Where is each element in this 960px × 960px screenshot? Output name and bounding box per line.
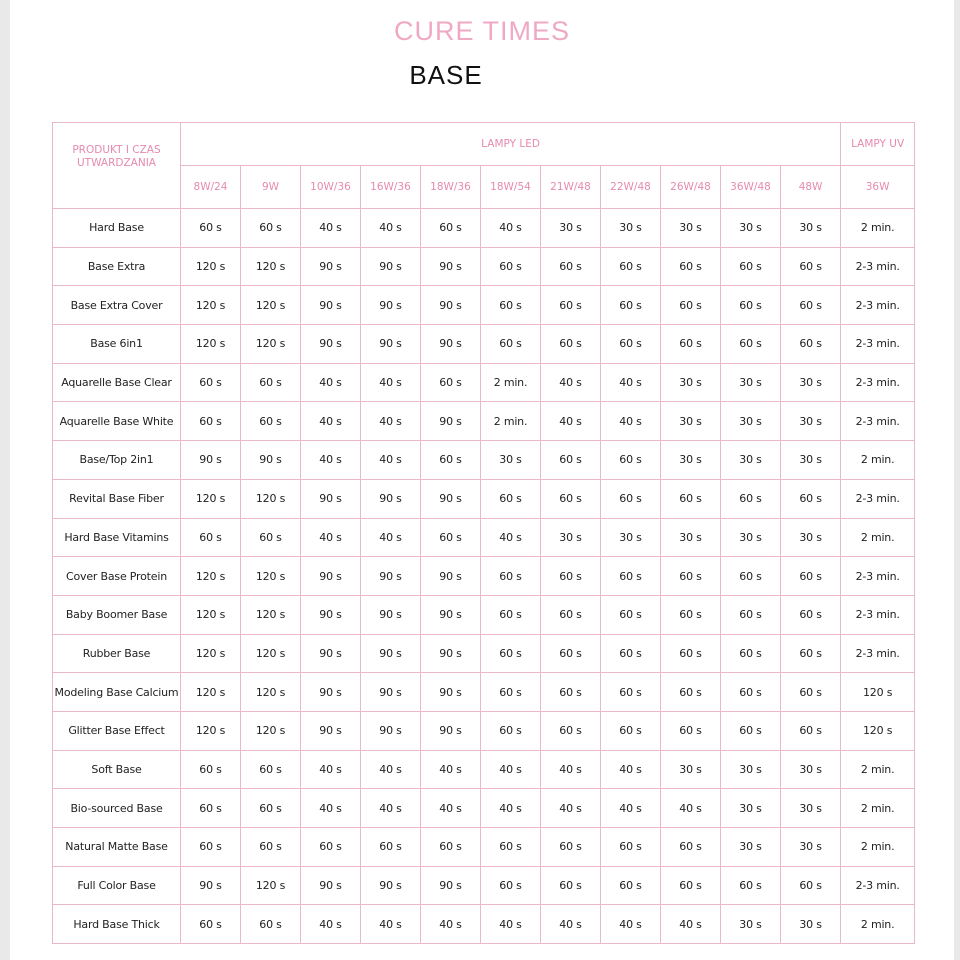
cure-time-cell: 90 s — [301, 247, 361, 286]
cure-time-cell: 40 s — [361, 209, 421, 248]
cure-time-cell: 60 s — [661, 286, 721, 325]
cure-time-cell: 60 s — [781, 595, 841, 634]
cure-time-cell: 60 s — [781, 479, 841, 518]
cure-time-cell: 40 s — [601, 789, 661, 828]
cure-time-cell: 60 s — [661, 325, 721, 364]
lamp-header: 8W/24 — [181, 166, 241, 209]
cure-time-cell: 60 s — [241, 750, 301, 789]
cure-time-cell: 90 s — [301, 479, 361, 518]
cure-time-cell: 30 s — [661, 363, 721, 402]
cure-time-cell: 60 s — [541, 441, 601, 480]
product-name-cell: Cover Base Protein — [53, 557, 181, 596]
lamp-header: 48W — [781, 166, 841, 209]
cure-time-cell: 120 s — [241, 247, 301, 286]
cure-time-cell: 60 s — [541, 286, 601, 325]
product-name-cell: Modeling Base Calcium — [53, 673, 181, 712]
cure-time-cell: 60 s — [481, 634, 541, 673]
table-row — [53, 209, 915, 248]
cure-time-cell: 60 s — [601, 286, 661, 325]
table-row — [53, 402, 915, 441]
cure-time-cell: 60 s — [481, 673, 541, 712]
cure-time-cell: 60 s — [541, 711, 601, 750]
cure-time-cell: 60 s — [661, 828, 721, 867]
cure-time-cell: 30 s — [601, 209, 661, 248]
cure-time-cell: 2 min. — [841, 789, 915, 828]
cure-time-cell: 90 s — [421, 866, 481, 905]
cure-time-cell: 60 s — [601, 247, 661, 286]
cure-time-cell: 60 s — [661, 247, 721, 286]
cure-time-cell: 2 min. — [841, 828, 915, 867]
table-row — [53, 595, 915, 634]
cure-time-cell: 40 s — [661, 905, 721, 944]
cure-time-cell: 60 s — [721, 634, 781, 673]
cure-time-cell: 30 s — [541, 209, 601, 248]
uv-lamp-header: 36W — [841, 166, 915, 209]
cure-time-cell: 30 s — [781, 518, 841, 557]
cure-time-cell: 90 s — [301, 286, 361, 325]
cure-times-table — [52, 122, 915, 944]
table-row — [53, 479, 915, 518]
cure-time-cell: 60 s — [541, 634, 601, 673]
product-name-cell: Glitter Base Effect — [53, 711, 181, 750]
cure-time-cell: 2-3 min. — [841, 247, 915, 286]
cure-time-cell: 60 s — [181, 402, 241, 441]
cure-time-cell: 2 min. — [841, 750, 915, 789]
cure-time-cell: 40 s — [361, 518, 421, 557]
cure-time-cell: 60 s — [541, 828, 601, 867]
cure-time-cell: 90 s — [181, 441, 241, 480]
cure-time-cell: 30 s — [721, 828, 781, 867]
cure-time-cell: 90 s — [421, 247, 481, 286]
cure-time-cell: 90 s — [301, 557, 361, 596]
product-name-cell: Aquarelle Base White — [53, 402, 181, 441]
cure-time-cell: 60 s — [721, 325, 781, 364]
cure-time-cell: 90 s — [361, 673, 421, 712]
cure-time-cell: 120 s — [841, 711, 915, 750]
cure-time-cell: 30 s — [721, 750, 781, 789]
cure-time-cell: 60 s — [421, 518, 481, 557]
cure-time-cell: 60 s — [661, 634, 721, 673]
cure-time-cell: 60 s — [541, 557, 601, 596]
cure-time-cell: 60 s — [661, 557, 721, 596]
cure-time-cell: 60 s — [661, 673, 721, 712]
cure-time-cell: 40 s — [361, 905, 421, 944]
lamp-header: 10W/36 — [301, 166, 361, 209]
product-name-cell: Aquarelle Base Clear — [53, 363, 181, 402]
cure-time-cell: 60 s — [601, 557, 661, 596]
cure-time-cell: 60 s — [421, 209, 481, 248]
cure-time-cell: 40 s — [361, 363, 421, 402]
product-name-cell: Hard Base Vitamins — [53, 518, 181, 557]
cure-time-cell: 40 s — [541, 363, 601, 402]
cure-time-cell: 120 s — [181, 711, 241, 750]
cure-time-cell: 40 s — [481, 750, 541, 789]
cure-time-cell: 60 s — [721, 866, 781, 905]
table-row — [53, 518, 915, 557]
cure-time-cell: 60 s — [601, 634, 661, 673]
cure-time-cell: 40 s — [481, 789, 541, 828]
cure-time-cell: 90 s — [421, 711, 481, 750]
cure-time-cell: 60 s — [661, 595, 721, 634]
cure-time-cell: 60 s — [241, 518, 301, 557]
cure-time-cell: 40 s — [301, 750, 361, 789]
cure-time-cell: 60 s — [241, 402, 301, 441]
cure-time-cell: 40 s — [361, 441, 421, 480]
cure-time-cell: 60 s — [241, 789, 301, 828]
cure-time-cell: 60 s — [661, 479, 721, 518]
cure-time-cell: 90 s — [421, 286, 481, 325]
cure-time-cell: 30 s — [781, 402, 841, 441]
cure-time-cell: 60 s — [721, 286, 781, 325]
cure-time-cell: 60 s — [481, 595, 541, 634]
cure-time-cell: 40 s — [421, 789, 481, 828]
cure-time-cell: 30 s — [781, 828, 841, 867]
cure-time-cell: 120 s — [241, 866, 301, 905]
cure-time-cell: 30 s — [481, 441, 541, 480]
cure-time-cell: 90 s — [301, 711, 361, 750]
cure-time-cell: 2-3 min. — [841, 286, 915, 325]
cure-time-cell: 2-3 min. — [841, 634, 915, 673]
product-name-cell: Natural Matte Base — [53, 828, 181, 867]
cure-time-cell: 60 s — [481, 325, 541, 364]
cure-time-cell: 60 s — [241, 363, 301, 402]
table-row — [53, 905, 915, 944]
product-name-cell: Soft Base — [53, 750, 181, 789]
product-name-cell: Baby Boomer Base — [53, 595, 181, 634]
cure-time-cell: 40 s — [361, 750, 421, 789]
cure-time-cell: 30 s — [721, 209, 781, 248]
cure-time-cell: 90 s — [361, 595, 421, 634]
lamp-header: 22W/48 — [601, 166, 661, 209]
cure-time-cell: 60 s — [181, 828, 241, 867]
cure-time-cell: 60 s — [781, 557, 841, 596]
table-row — [53, 750, 915, 789]
cure-time-cell: 2 min. — [841, 441, 915, 480]
cure-time-cell: 60 s — [541, 595, 601, 634]
cure-time-cell: 60 s — [721, 595, 781, 634]
cure-time-cell: 60 s — [421, 828, 481, 867]
cure-time-cell: 120 s — [181, 595, 241, 634]
cure-time-cell: 40 s — [301, 518, 361, 557]
cure-time-cell: 60 s — [481, 866, 541, 905]
cure-time-cell: 90 s — [301, 325, 361, 364]
table-row — [53, 247, 915, 286]
cure-time-cell: 120 s — [181, 286, 241, 325]
cure-time-cell: 60 s — [601, 441, 661, 480]
cure-time-cell: 30 s — [781, 363, 841, 402]
cure-time-cell: 40 s — [481, 209, 541, 248]
cure-time-cell: 90 s — [421, 634, 481, 673]
cure-time-cell: 120 s — [241, 711, 301, 750]
table-row — [53, 711, 915, 750]
cure-time-cell: 60 s — [481, 479, 541, 518]
cure-time-cell: 40 s — [301, 789, 361, 828]
cure-time-cell: 60 s — [601, 711, 661, 750]
cure-time-cell: 30 s — [721, 518, 781, 557]
cure-time-cell: 60 s — [601, 866, 661, 905]
cure-time-cell: 60 s — [721, 479, 781, 518]
cure-time-cell: 2-3 min. — [841, 325, 915, 364]
cure-time-cell: 60 s — [181, 363, 241, 402]
cure-time-cell: 30 s — [661, 402, 721, 441]
cure-time-cell: 90 s — [421, 595, 481, 634]
cure-time-cell: 120 s — [241, 557, 301, 596]
table-row — [53, 557, 915, 596]
cure-time-cell: 60 s — [541, 673, 601, 712]
cure-time-cell: 60 s — [721, 711, 781, 750]
lamp-header: 16W/36 — [361, 166, 421, 209]
cure-time-cell: 30 s — [721, 905, 781, 944]
cure-time-cell: 30 s — [721, 789, 781, 828]
led-group-header: LAMPY LED — [181, 123, 841, 166]
cure-time-cell: 60 s — [481, 711, 541, 750]
lamp-header: 21W/48 — [541, 166, 601, 209]
cure-time-cell: 40 s — [481, 518, 541, 557]
cure-time-cell: 120 s — [181, 479, 241, 518]
product-name-cell: Base Extra Cover — [53, 286, 181, 325]
cure-time-cell: 90 s — [301, 595, 361, 634]
cure-time-cell: 30 s — [781, 789, 841, 828]
cure-time-cell: 120 s — [241, 634, 301, 673]
cure-time-cell: 120 s — [241, 286, 301, 325]
cure-time-cell: 40 s — [601, 905, 661, 944]
cure-time-cell: 2 min. — [481, 402, 541, 441]
table-row — [53, 789, 915, 828]
cure-time-cell: 60 s — [601, 595, 661, 634]
document-page — [10, 0, 954, 960]
cure-time-cell: 90 s — [361, 711, 421, 750]
cure-time-cell: 40 s — [361, 789, 421, 828]
cure-time-cell: 90 s — [361, 325, 421, 364]
lamp-header: 18W/54 — [481, 166, 541, 209]
cure-time-cell: 2 min. — [841, 209, 915, 248]
cure-time-cell: 40 s — [421, 905, 481, 944]
product-name-cell: Bio-sourced Base — [53, 789, 181, 828]
cure-time-cell: 2-3 min. — [841, 866, 915, 905]
cure-time-cell: 60 s — [781, 286, 841, 325]
cure-time-cell: 60 s — [601, 828, 661, 867]
cure-time-cell: 40 s — [421, 750, 481, 789]
cure-time-cell: 60 s — [421, 441, 481, 480]
cure-time-cell: 60 s — [181, 518, 241, 557]
cure-time-cell: 2-3 min. — [841, 595, 915, 634]
table-row — [53, 634, 915, 673]
cure-time-cell: 120 s — [181, 325, 241, 364]
cure-time-cell: 40 s — [601, 750, 661, 789]
cure-time-cell: 90 s — [421, 673, 481, 712]
product-name-cell: Hard Base — [53, 209, 181, 248]
page-subtitle: BASE — [409, 60, 483, 90]
cure-time-cell: 60 s — [241, 828, 301, 867]
uv-group-header: LAMPY UV — [841, 123, 915, 166]
table-row — [53, 866, 915, 905]
cure-time-cell: 120 s — [841, 673, 915, 712]
table-row — [53, 441, 915, 480]
cure-time-cell: 90 s — [421, 402, 481, 441]
cure-time-cell: 60 s — [181, 750, 241, 789]
cure-time-cell: 90 s — [421, 557, 481, 596]
cure-time-cell: 30 s — [661, 441, 721, 480]
table-row — [53, 363, 915, 402]
cure-time-cell: 30 s — [781, 441, 841, 480]
cure-time-cell: 120 s — [181, 673, 241, 712]
cure-time-cell: 90 s — [361, 286, 421, 325]
cure-time-cell: 120 s — [241, 595, 301, 634]
cure-time-cell: 60 s — [481, 557, 541, 596]
product-name-cell: Rubber Base — [53, 634, 181, 673]
cure-time-cell: 90 s — [361, 247, 421, 286]
cure-time-cell: 90 s — [301, 866, 361, 905]
cure-time-cell: 40 s — [481, 905, 541, 944]
cure-time-cell: 90 s — [301, 634, 361, 673]
cure-time-cell: 60 s — [601, 479, 661, 518]
cure-time-cell: 60 s — [181, 905, 241, 944]
cure-time-cell: 40 s — [541, 789, 601, 828]
product-name-cell: Full Color Base — [53, 866, 181, 905]
cure-time-cell: 120 s — [181, 557, 241, 596]
cure-time-cell: 90 s — [361, 557, 421, 596]
cure-time-cell: 30 s — [721, 363, 781, 402]
cure-time-cell: 30 s — [661, 209, 721, 248]
cure-time-cell: 60 s — [541, 247, 601, 286]
product-name-cell: Revital Base Fiber — [53, 479, 181, 518]
cure-time-cell: 60 s — [781, 711, 841, 750]
cure-time-cell: 40 s — [301, 905, 361, 944]
cure-time-cell: 60 s — [781, 673, 841, 712]
cure-time-cell: 2-3 min. — [841, 402, 915, 441]
cure-time-cell: 60 s — [361, 828, 421, 867]
cure-time-cell: 90 s — [361, 479, 421, 518]
cure-time-cell: 30 s — [601, 518, 661, 557]
cure-time-cell: 120 s — [181, 247, 241, 286]
cure-time-cell: 40 s — [661, 789, 721, 828]
table-row — [53, 286, 915, 325]
product-column-header: PRODUKT I CZAS UTWARDZANIA — [53, 123, 181, 209]
cure-time-cell: 60 s — [241, 905, 301, 944]
cure-time-cell: 120 s — [241, 673, 301, 712]
cure-time-cell: 2-3 min. — [841, 557, 915, 596]
cure-time-cell: 90 s — [361, 866, 421, 905]
cure-time-cell: 60 s — [481, 828, 541, 867]
cure-time-cell: 40 s — [361, 402, 421, 441]
cure-time-cell: 2 min. — [841, 905, 915, 944]
lamp-header: 9W — [241, 166, 301, 209]
cure-time-cell: 60 s — [481, 247, 541, 286]
cure-time-cell: 40 s — [301, 441, 361, 480]
cure-time-cell: 30 s — [721, 402, 781, 441]
cure-time-cell: 40 s — [541, 905, 601, 944]
cure-time-cell: 60 s — [661, 711, 721, 750]
cure-time-cell: 30 s — [661, 750, 721, 789]
cure-time-cell: 60 s — [301, 828, 361, 867]
product-name-cell: Base Extra — [53, 247, 181, 286]
cure-time-cell: 60 s — [181, 209, 241, 248]
cure-time-cell: 120 s — [241, 325, 301, 364]
cure-time-cell: 90 s — [181, 866, 241, 905]
lamp-header: 26W/48 — [661, 166, 721, 209]
table-row — [53, 828, 915, 867]
cure-time-cell: 40 s — [541, 750, 601, 789]
cure-time-cell: 120 s — [241, 479, 301, 518]
product-name-cell: Hard Base Thick — [53, 905, 181, 944]
cure-time-cell: 60 s — [241, 209, 301, 248]
cure-time-cell: 30 s — [721, 441, 781, 480]
cure-time-cell: 40 s — [301, 209, 361, 248]
cure-time-cell: 2-3 min. — [841, 479, 915, 518]
cure-time-cell: 30 s — [781, 209, 841, 248]
cure-time-cell: 60 s — [421, 363, 481, 402]
cure-time-cell: 90 s — [301, 673, 361, 712]
cure-time-cell: 30 s — [781, 905, 841, 944]
cure-time-cell: 60 s — [541, 325, 601, 364]
table-body — [53, 209, 915, 944]
cure-time-cell: 2 min. — [841, 518, 915, 557]
page-title: CURE TIMES — [393, 16, 571, 46]
lamp-header: 18W/36 — [421, 166, 481, 209]
cure-time-cell: 60 s — [721, 557, 781, 596]
product-name-cell: Base/Top 2in1 — [53, 441, 181, 480]
product-name-cell: Base 6in1 — [53, 325, 181, 364]
cure-time-cell: 60 s — [541, 866, 601, 905]
cure-time-cell: 60 s — [481, 286, 541, 325]
cure-time-cell: 90 s — [421, 325, 481, 364]
cure-time-cell: 60 s — [541, 479, 601, 518]
table-row — [53, 325, 915, 364]
cure-time-cell: 30 s — [541, 518, 601, 557]
cure-time-cell: 2 min. — [481, 363, 541, 402]
cure-time-cell: 60 s — [781, 866, 841, 905]
cure-time-cell: 60 s — [601, 325, 661, 364]
cure-time-cell: 120 s — [181, 634, 241, 673]
cure-time-cell: 2-3 min. — [841, 363, 915, 402]
cure-time-cell: 90 s — [361, 634, 421, 673]
cure-time-cell: 30 s — [781, 750, 841, 789]
cure-time-cell: 40 s — [301, 363, 361, 402]
table-row — [53, 673, 915, 712]
lamp-header: 36W/48 — [721, 166, 781, 209]
cure-time-cell: 40 s — [601, 402, 661, 441]
cure-time-cell: 90 s — [421, 479, 481, 518]
cure-time-cell: 40 s — [541, 402, 601, 441]
cure-time-cell: 30 s — [661, 518, 721, 557]
cure-time-cell: 60 s — [781, 325, 841, 364]
cure-time-cell: 60 s — [181, 789, 241, 828]
cure-time-cell: 60 s — [721, 673, 781, 712]
cure-time-cell: 60 s — [781, 247, 841, 286]
cure-time-cell: 40 s — [301, 402, 361, 441]
cure-time-cell: 60 s — [781, 634, 841, 673]
cure-time-cell: 60 s — [661, 866, 721, 905]
cure-time-cell: 60 s — [601, 673, 661, 712]
cure-time-cell: 90 s — [241, 441, 301, 480]
cure-time-cell: 40 s — [601, 363, 661, 402]
cure-time-cell: 60 s — [721, 247, 781, 286]
